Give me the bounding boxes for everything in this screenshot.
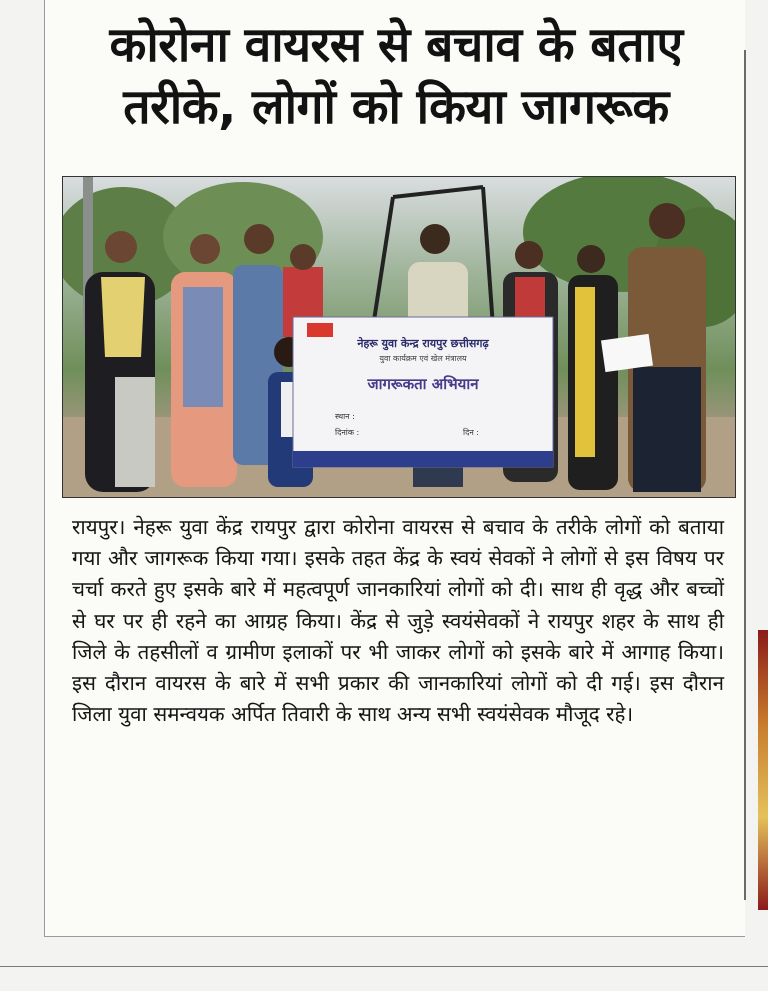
column-rule bbox=[744, 50, 746, 900]
page-bottom-rule bbox=[0, 966, 768, 967]
banner-field-day: दिन : bbox=[463, 428, 479, 437]
banner-main-line: जागरूकता अभियान bbox=[367, 375, 479, 393]
banner-field-place: स्थान : bbox=[335, 412, 355, 421]
adjacent-clipping-edge bbox=[758, 630, 768, 910]
article-paragraph: रायपुर। नेहरू युवा केंद्र रायपुर द्वारा कोरोना वायरस से बचाव के तरीके लोगों को बताया गया और जागरूक किया गया। इसके तहत केंद्र के स्वयं सेवकों ने लोगों से इस विषय पर चर्चा करते हुए इसके बारे में महत्वपूर्ण जानकारियां लोगों को दी। साथ ही वृद्ध और बच्चों से घर पर ही रहने का आग्रह किया। केंद्र से जुड़े स्वयंसेवकों ने रायपुर शहर के साथ ही जिले के तहसीलों व ग्रामीण इलाकों पर भी जाकर लोगों को इसके बारे में आगाह किया। इस दौरान वायरस के बारे में सभी प्रकार की जानकारियां लोगों को दी गई। इस दौरान जिला युवा समन्वयक अर्पित तिवारी के साथ अन्य सभी स्वयंसेवक मौजूद रहे। bbox=[72, 515, 724, 727]
banner-field-date: दिनांक : bbox=[335, 428, 360, 437]
banner bbox=[293, 317, 553, 467]
swing-frame bbox=[373, 197, 393, 327]
news-photo bbox=[62, 176, 736, 498]
headline-line-2: तरीके, लोगों को किया जागरूक bbox=[123, 79, 669, 135]
held-paper bbox=[601, 334, 653, 372]
swing-frame bbox=[393, 187, 483, 197]
swing-frame bbox=[483, 187, 493, 327]
headline bbox=[56, 14, 736, 138]
article-body bbox=[72, 512, 724, 730]
photo-illustration bbox=[63, 177, 735, 497]
banner-sub-line: युवा कार्यक्रम एवं खेल मंत्रालय bbox=[379, 354, 467, 363]
headline-line-1: कोरोना वायरस से बचाव के बताए bbox=[109, 17, 683, 73]
banner-org-line: नेहरू युवा केन्द्र रायपुर छत्तीसगढ़ bbox=[357, 337, 489, 350]
